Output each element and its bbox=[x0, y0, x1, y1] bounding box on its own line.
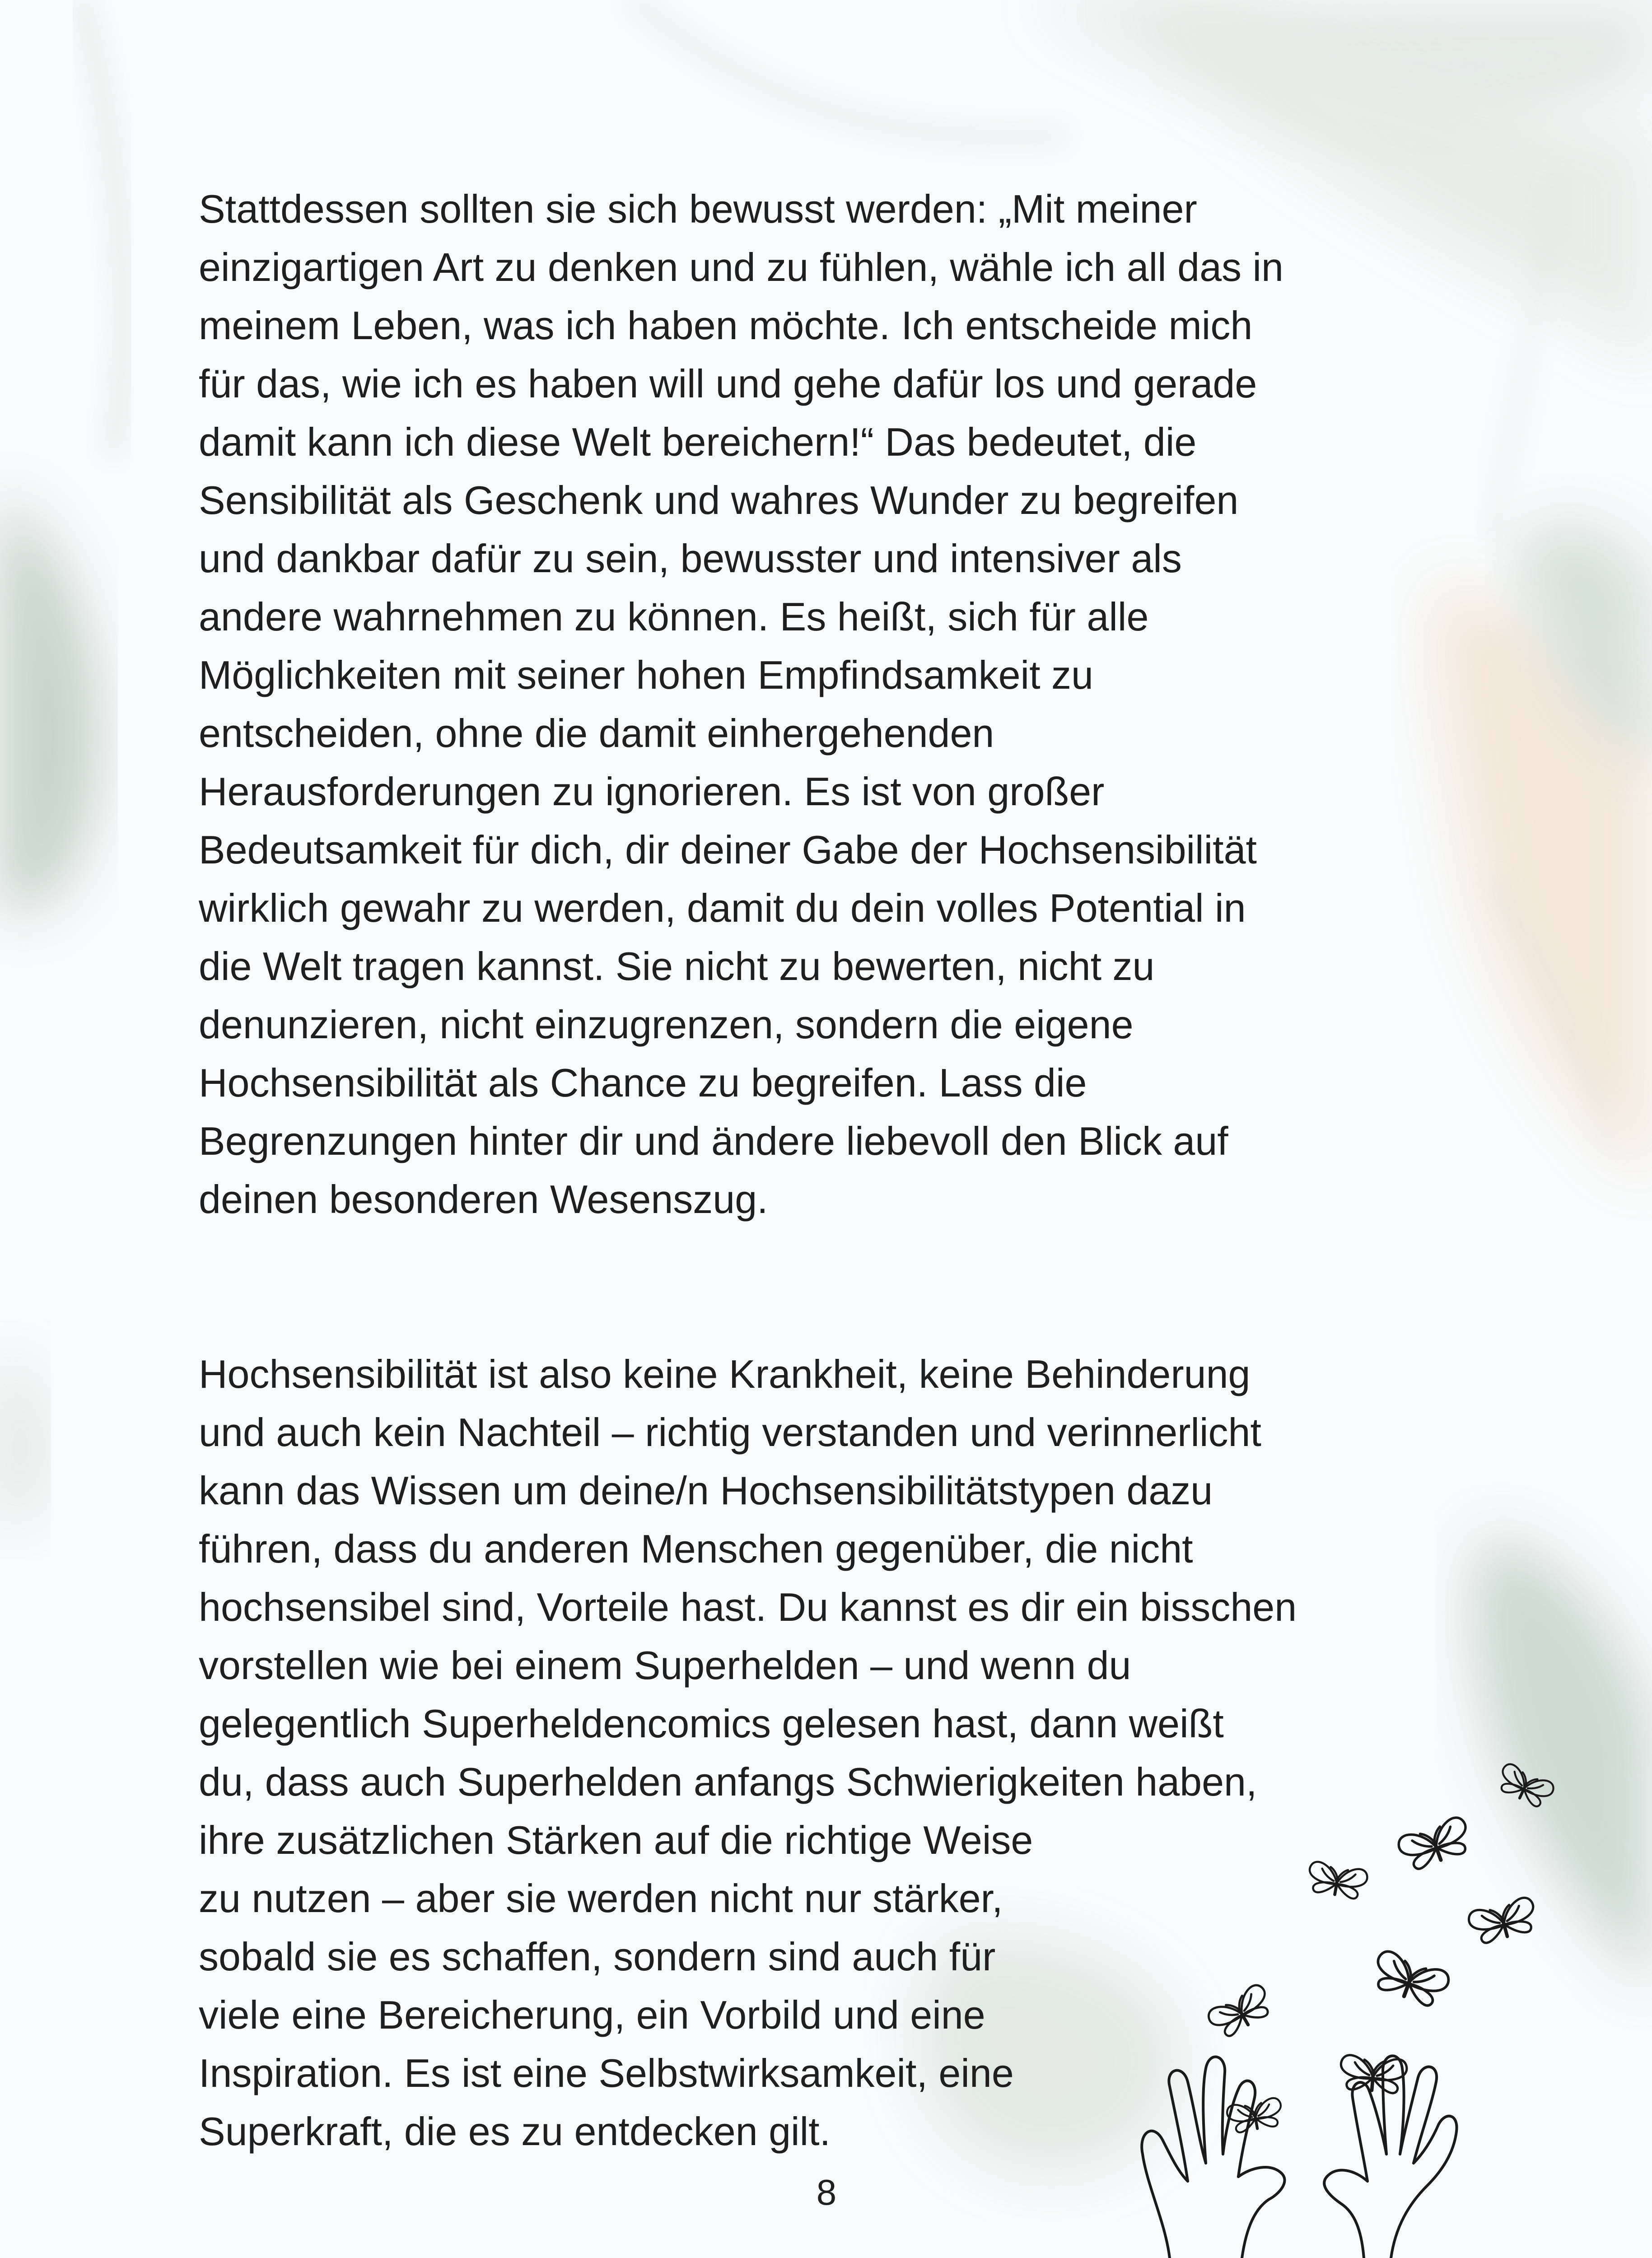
text-line: du, dass auch Superhelden anfangs Schwierigkeiten haben, bbox=[199, 1759, 1257, 1804]
text-line: vorstellen wie bei einem Superhelden – und wenn du bbox=[199, 1643, 1131, 1688]
text-line: hochsensibel sind, Vorteile hast. Du kannst es dir ein bisschen bbox=[199, 1585, 1297, 1629]
text-line: Inspiration. Es ist eine Selbstwirksamkeit, eine bbox=[199, 2051, 1014, 2095]
text-line: Superkraft, die es zu entdecken gilt. bbox=[199, 2109, 831, 2154]
hands-releasing-butterflies-icon bbox=[1120, 1734, 1572, 2258]
text-line: entscheiden, ohne die damit einhergehenden bbox=[199, 711, 994, 756]
text-line: zu nutzen – aber sie werden nicht nur stärker, bbox=[199, 1876, 1003, 1921]
page-number: 8 bbox=[816, 2172, 837, 2212]
text-line: meinem Leben, was ich haben möchte. Ich entscheide mich bbox=[199, 303, 1253, 348]
text-line: Begrenzungen hinter dir und ändere liebevoll den Blick auf bbox=[199, 1119, 1228, 1163]
text-line: Hochsensibilität als Chance zu begreifen. Lass die bbox=[199, 1060, 1087, 1105]
text-line: Hochsensibilität ist also keine Krankheit, keine Behinderung bbox=[199, 1352, 1251, 1396]
text-line: die Welt tragen kannst. Sie nicht zu bewerten, nicht zu bbox=[199, 944, 1155, 989]
text-line: Bedeutsamkeit für dich, dir deiner Gabe der Hochsensibilität bbox=[199, 827, 1257, 872]
text-line: Herausforderungen zu ignorieren. Es ist von großer bbox=[199, 769, 1105, 814]
paragraph-1 bbox=[199, 180, 1454, 1228]
text-line: führen, dass du anderen Menschen gegenüber, die nicht bbox=[199, 1526, 1193, 1571]
text-line: einzigartigen Art zu denken und zu fühlen, wähle ich all das in bbox=[199, 245, 1283, 289]
text-line: Stattdessen sollten sie sich bewusst werden: „Mit meiner bbox=[199, 187, 1197, 231]
text-line: deinen besonderen Wesenszug. bbox=[199, 1177, 768, 1222]
text-line: sobald sie es schaffen, sondern sind auch für bbox=[199, 1934, 996, 1979]
paragraph-spacer bbox=[199, 1228, 1454, 1345]
text-line: und auch kein Nachteil – richtig verstanden und verinnerlicht bbox=[199, 1410, 1261, 1455]
text-line: damit kann ich diese Welt bereichern!“ Das bedeutet, die bbox=[199, 420, 1197, 464]
text-line: Sensibilität als Geschenk und wahres Wunder zu begreifen bbox=[199, 478, 1239, 523]
text-line: ihre zusätzlichen Stärken auf die richtige Weise bbox=[199, 1818, 1033, 1862]
text-line: gelegentlich Superheldencomics gelesen hast, dann weißt bbox=[199, 1701, 1224, 1746]
text-line: denunzieren, nicht einzugrenzen, sondern die eigene bbox=[199, 1002, 1134, 1047]
text-line: andere wahrnehmen zu können. Es heißt, sich für alle bbox=[199, 594, 1149, 639]
text-line: und dankbar dafür zu sein, bewusster und intensiver als bbox=[199, 536, 1182, 581]
text-line: viele eine Bereicherung, ein Vorbild und eine bbox=[199, 1992, 985, 2037]
text-line: wirklich gewahr zu werden, damit du dein volles Potential in bbox=[199, 886, 1246, 930]
text-line: Möglichkeiten mit seiner hohen Empfindsamkeit zu bbox=[199, 653, 1093, 697]
text-line: für das, wie ich es haben will und gehe dafür los und gerade bbox=[199, 361, 1257, 406]
text-line: kann das Wissen um deine/n Hochsensibilitätstypen dazu bbox=[199, 1468, 1213, 1513]
